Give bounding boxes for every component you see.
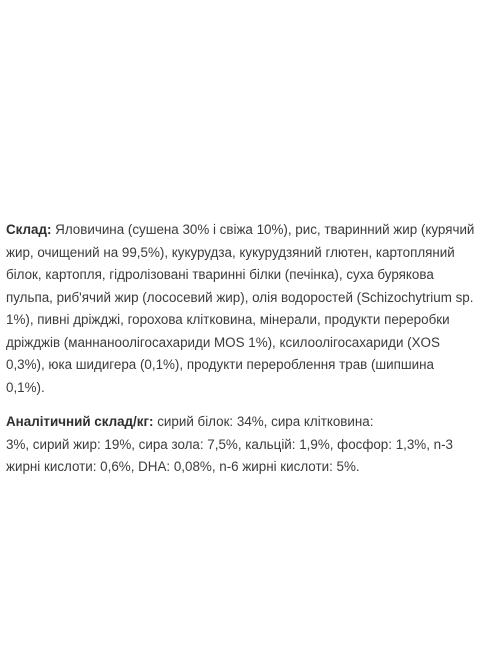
composition-label: Склад: [6,222,52,237]
analysis-text: сирий білок: 34%, сира клітковина: [153,414,374,429]
analysis-line: 3%, сирий жир: 19%, сира зола: 7,5%, кальцій: 1,9%, фосфор: 1,3%, n-3 [6,436,454,452]
composition-paragraph [6,219,480,399]
composition-line: жир, очищений на 99,5%), кукурудза, кукурудзяний глютен, картопляний [6,244,455,260]
composition-line: 0,1%). [6,379,45,395]
analysis-line [6,411,480,434]
composition-text: Яловичина (сушена 30% і свіжа 10%), рис, тваринний жир (курячий [51,222,475,237]
composition-line: пульпа, риб'ячий жир (лососевий жир), олія водоростей (Schizochytrium sp. [6,289,474,305]
analysis-line: жирні кислоти: 0,6%, DHA: 0,08%, n-6 жирні кислоти: 5%. [6,459,360,474]
composition-line: білок, картопля, гідролізовані тваринні білки (печінка), суха бурякова [6,267,434,282]
composition-line: дріжджів (маннаноолігосахариди MOS 1%), ксилоолігосахариди (XOS [6,334,440,350]
composition-line: 0,3%), юка шидигера (0,1%), продукти перероблення трав (шипшина [6,357,434,372]
analysis-label: Аналітичний склад/кг: [6,414,154,429]
composition-line: 1%), пивні дріжджі, горохова клітковина, мінерали, продукти переробки [6,312,450,327]
composition-line [6,219,480,242]
analysis-paragraph [6,411,480,479]
ingredients-document [6,219,480,479]
